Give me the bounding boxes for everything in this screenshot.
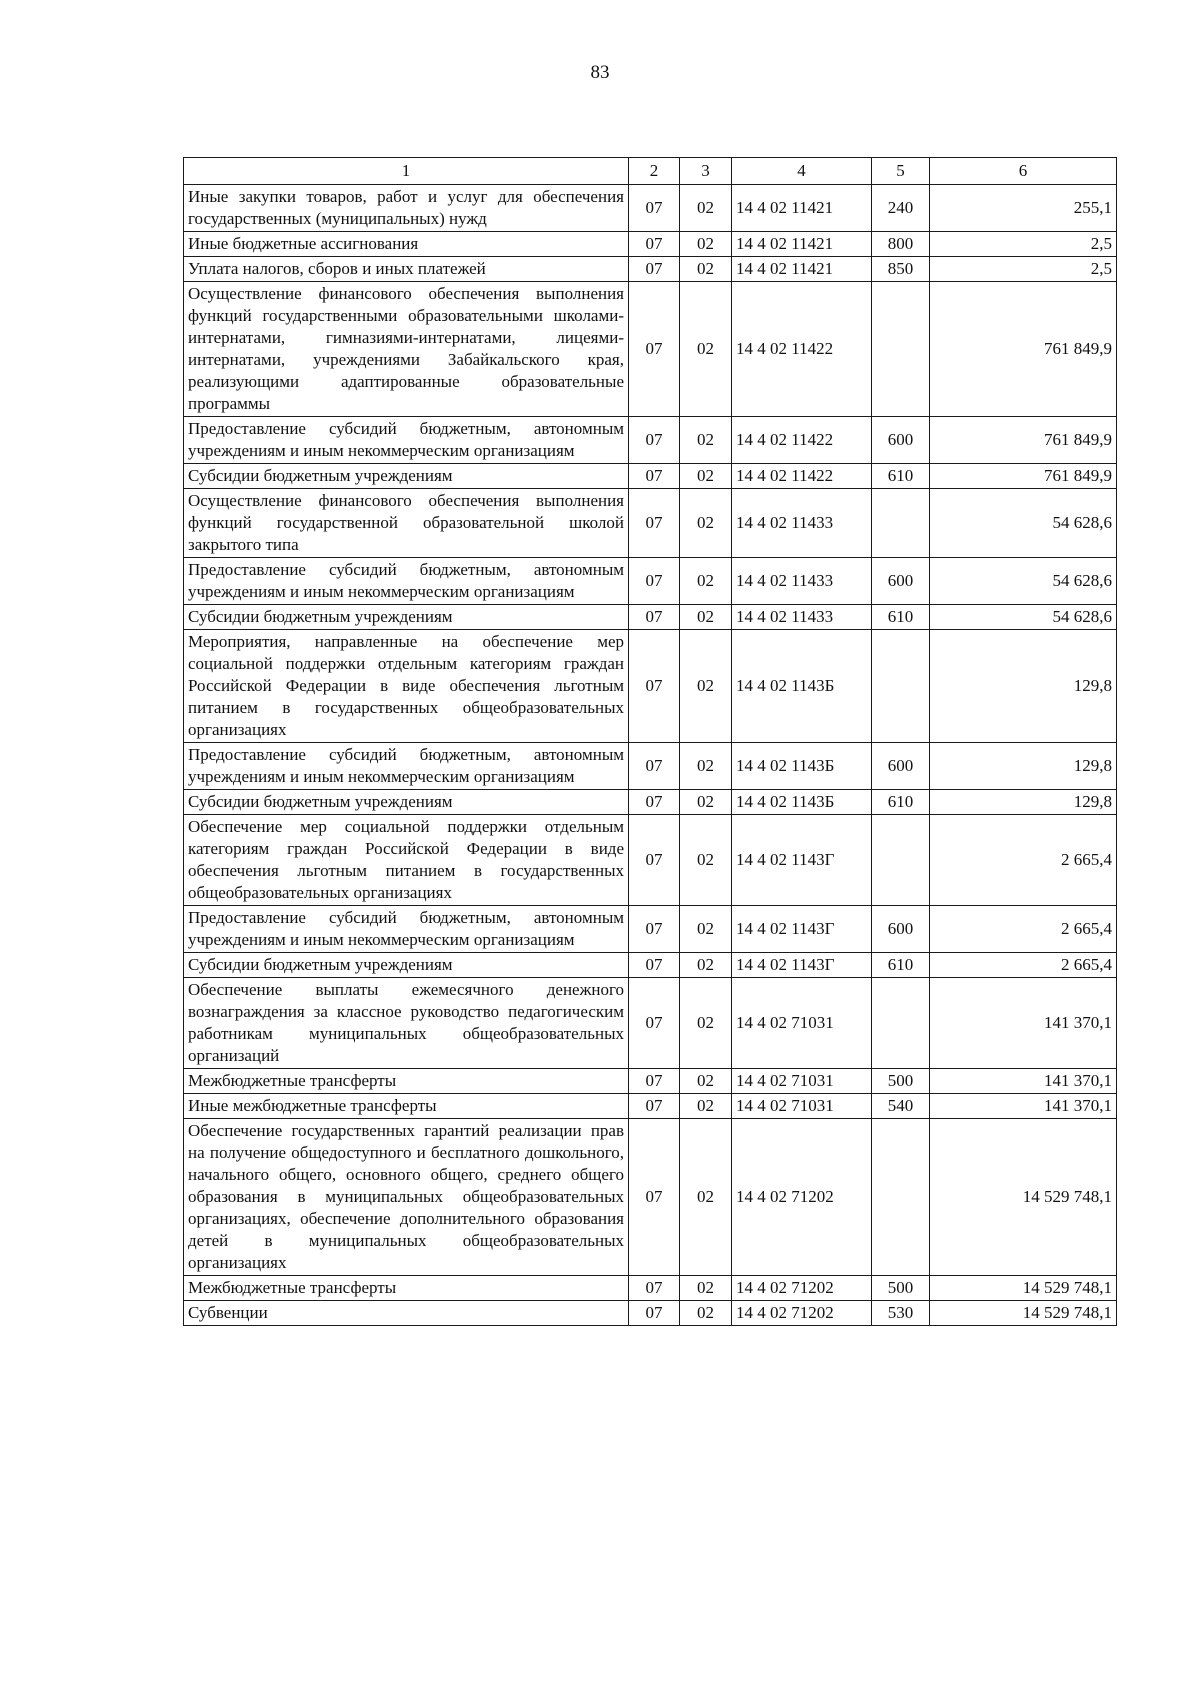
- table-row: [184, 1119, 1117, 1276]
- row-expense-type: 540: [872, 1094, 930, 1119]
- row-section: 07: [629, 1119, 680, 1276]
- table-row: [184, 1301, 1117, 1326]
- row-expense-type: [872, 815, 930, 906]
- row-amount: 2 665,4: [930, 953, 1117, 978]
- row-expense-type: 850: [872, 257, 930, 282]
- table-row: [184, 464, 1117, 489]
- row-amount: 14 529 748,1: [930, 1301, 1117, 1326]
- row-target-article: 14 4 02 11422: [732, 282, 872, 417]
- row-subsection: 02: [680, 1276, 732, 1301]
- table-row: [184, 257, 1117, 282]
- row-subsection: 02: [680, 417, 732, 464]
- row-target-article: 14 4 02 11433: [732, 605, 872, 630]
- row-target-article: 14 4 02 11433: [732, 558, 872, 605]
- row-amount: 129,8: [930, 743, 1117, 790]
- row-name: Межбюджетные трансферты: [184, 1069, 629, 1094]
- row-name: Субвенции: [184, 1301, 629, 1326]
- row-amount: 141 370,1: [930, 978, 1117, 1069]
- table-header: [184, 158, 1117, 185]
- row-target-article: 14 4 02 1143Г: [732, 906, 872, 953]
- row-target-article: 14 4 02 71202: [732, 1119, 872, 1276]
- row-amount: 54 628,6: [930, 605, 1117, 630]
- header-col-2: 2: [629, 158, 680, 185]
- row-target-article: 14 4 02 1143Г: [732, 953, 872, 978]
- row-expense-type: 610: [872, 464, 930, 489]
- row-subsection: 02: [680, 790, 732, 815]
- row-target-article: 14 4 02 71031: [732, 978, 872, 1069]
- row-expense-type: 600: [872, 558, 930, 605]
- header-col-4: 4: [732, 158, 872, 185]
- row-name: Иные закупки товаров, работ и услуг для обеспечения государственных (муниципальных) нужд: [184, 185, 629, 232]
- row-subsection: 02: [680, 558, 732, 605]
- row-expense-type: 500: [872, 1276, 930, 1301]
- row-section: 07: [629, 1301, 680, 1326]
- row-section: 07: [629, 232, 680, 257]
- header-row: [184, 158, 1117, 185]
- row-expense-type: 240: [872, 185, 930, 232]
- table-row: [184, 1276, 1117, 1301]
- table-body: [184, 185, 1117, 1326]
- row-amount: 54 628,6: [930, 489, 1117, 558]
- row-section: 07: [629, 257, 680, 282]
- row-section: 07: [629, 1276, 680, 1301]
- table-row: [184, 630, 1117, 743]
- row-expense-type: [872, 1119, 930, 1276]
- row-amount: 2 665,4: [930, 815, 1117, 906]
- row-subsection: 02: [680, 1119, 732, 1276]
- table-row: [184, 417, 1117, 464]
- row-target-article: 14 4 02 1143Б: [732, 630, 872, 743]
- row-amount: 141 370,1: [930, 1069, 1117, 1094]
- row-section: 07: [629, 630, 680, 743]
- row-name: Иные бюджетные ассигнования: [184, 232, 629, 257]
- row-target-article: 14 4 02 71202: [732, 1276, 872, 1301]
- table-row: [184, 978, 1117, 1069]
- row-amount: 2,5: [930, 257, 1117, 282]
- row-section: 07: [629, 185, 680, 232]
- table-row: [184, 743, 1117, 790]
- row-subsection: 02: [680, 464, 732, 489]
- row-subsection: 02: [680, 185, 732, 232]
- row-section: 07: [629, 489, 680, 558]
- row-section: 07: [629, 743, 680, 790]
- row-subsection: 02: [680, 282, 732, 417]
- row-section: 07: [629, 282, 680, 417]
- row-name: Уплата налогов, сборов и иных платежей: [184, 257, 629, 282]
- row-name: Мероприятия, направленные на обеспечение мер социальной поддержки отдельным категориям граждан Российской Федерации в виде обеспечения льготным питанием в государственных общеобразовательных организациях: [184, 630, 629, 743]
- row-expense-type: [872, 489, 930, 558]
- table-row: [184, 558, 1117, 605]
- row-expense-type: 610: [872, 790, 930, 815]
- row-amount: 141 370,1: [930, 1094, 1117, 1119]
- row-target-article: 14 4 02 71031: [732, 1069, 872, 1094]
- row-name: Осуществление финансового обеспечения выполнения функций государственными образовательными школами-интернатами, гимназиями-интернатами, лицеями-интернатами, учреждениями Забайкальского края, реализующими адаптированные образовательные программы: [184, 282, 629, 417]
- table-row: [184, 815, 1117, 906]
- row-amount: 14 529 748,1: [930, 1276, 1117, 1301]
- page-number: 83: [590, 62, 610, 83]
- row-target-article: 14 4 02 11433: [732, 489, 872, 558]
- row-name: Обеспечение мер социальной поддержки отдельным категориям граждан Российской Федерации в виде обеспечения льготным питанием в государственных общеобразовательных организациях: [184, 815, 629, 906]
- row-target-article: 14 4 02 11422: [732, 417, 872, 464]
- table-row: [184, 489, 1117, 558]
- table-row: [184, 282, 1117, 417]
- table-row: [184, 232, 1117, 257]
- row-section: 07: [629, 605, 680, 630]
- row-name: Межбюджетные трансферты: [184, 1276, 629, 1301]
- row-amount: 14 529 748,1: [930, 1119, 1117, 1276]
- row-name: Субсидии бюджетным учреждениям: [184, 790, 629, 815]
- row-section: 07: [629, 978, 680, 1069]
- row-amount: 2 665,4: [930, 906, 1117, 953]
- row-amount: 54 628,6: [930, 558, 1117, 605]
- row-expense-type: 610: [872, 605, 930, 630]
- row-name: Предоставление субсидий бюджетным, автономным учреждениям и иным некоммерческим организациям: [184, 417, 629, 464]
- row-target-article: 14 4 02 11421: [732, 257, 872, 282]
- row-subsection: 02: [680, 1069, 732, 1094]
- row-amount: 2,5: [930, 232, 1117, 257]
- table-row: [184, 1094, 1117, 1119]
- table-row: [184, 605, 1117, 630]
- row-subsection: 02: [680, 605, 732, 630]
- row-amount: 761 849,9: [930, 417, 1117, 464]
- row-section: 07: [629, 464, 680, 489]
- row-subsection: 02: [680, 953, 732, 978]
- header-col-1: 1: [184, 158, 629, 185]
- header-col-6: 6: [930, 158, 1117, 185]
- row-expense-type: 500: [872, 1069, 930, 1094]
- row-expense-type: 600: [872, 906, 930, 953]
- table-row: [184, 953, 1117, 978]
- row-subsection: 02: [680, 1094, 732, 1119]
- row-expense-type: 600: [872, 417, 930, 464]
- header-col-5: 5: [872, 158, 930, 185]
- row-name: Субсидии бюджетным учреждениям: [184, 605, 629, 630]
- table-row: [184, 906, 1117, 953]
- row-subsection: 02: [680, 815, 732, 906]
- row-name: Иные межбюджетные трансферты: [184, 1094, 629, 1119]
- table-row: [184, 790, 1117, 815]
- budget-table: [183, 157, 1117, 1326]
- row-expense-type: [872, 630, 930, 743]
- row-name: Предоставление субсидий бюджетным, автономным учреждениям и иным некоммерческим организациям: [184, 743, 629, 790]
- row-target-article: 14 4 02 71031: [732, 1094, 872, 1119]
- row-target-article: 14 4 02 1143Б: [732, 790, 872, 815]
- row-target-article: 14 4 02 11422: [732, 464, 872, 489]
- row-amount: 129,8: [930, 630, 1117, 743]
- row-name: Обеспечение выплаты ежемесячного денежного вознаграждения за классное руководство педагогическим работникам муниципальных общеобразовательных организаций: [184, 978, 629, 1069]
- row-target-article: 14 4 02 11421: [732, 232, 872, 257]
- header-col-3: 3: [680, 158, 732, 185]
- table-row: [184, 1069, 1117, 1094]
- row-section: 07: [629, 953, 680, 978]
- row-subsection: 02: [680, 1301, 732, 1326]
- row-name: Субсидии бюджетным учреждениям: [184, 953, 629, 978]
- row-amount: 761 849,9: [930, 282, 1117, 417]
- row-subsection: 02: [680, 743, 732, 790]
- row-section: 07: [629, 906, 680, 953]
- row-name: Предоставление субсидий бюджетным, автономным учреждениям и иным некоммерческим организациям: [184, 906, 629, 953]
- row-expense-type: [872, 978, 930, 1069]
- row-expense-type: 530: [872, 1301, 930, 1326]
- row-section: 07: [629, 417, 680, 464]
- row-target-article: 14 4 02 71202: [732, 1301, 872, 1326]
- row-name: Субсидии бюджетным учреждениям: [184, 464, 629, 489]
- row-subsection: 02: [680, 489, 732, 558]
- row-section: 07: [629, 558, 680, 605]
- row-section: 07: [629, 1069, 680, 1094]
- row-target-article: 14 4 02 1143Б: [732, 743, 872, 790]
- row-subsection: 02: [680, 257, 732, 282]
- row-amount: 761 849,9: [930, 464, 1117, 489]
- row-subsection: 02: [680, 978, 732, 1069]
- row-name: Осуществление финансового обеспечения выполнения функций государственной образовательной школой закрытого типа: [184, 489, 629, 558]
- row-subsection: 02: [680, 906, 732, 953]
- row-subsection: 02: [680, 630, 732, 743]
- row-amount: 255,1: [930, 185, 1117, 232]
- row-expense-type: 610: [872, 953, 930, 978]
- row-subsection: 02: [680, 232, 732, 257]
- row-name: Предоставление субсидий бюджетным, автономным учреждениям и иным некоммерческим организациям: [184, 558, 629, 605]
- table-row: [184, 185, 1117, 232]
- row-expense-type: 800: [872, 232, 930, 257]
- row-name: Обеспечение государственных гарантий реализации прав на получение общедоступного и бесплатного дошкольного, начального общего, основного общего, среднего общего образования в муниципальных общеобразовательных организациях, обеспечение дополнительного образования детей в муниципальных общеобразовательных организациях: [184, 1119, 629, 1276]
- row-expense-type: [872, 282, 930, 417]
- row-target-article: 14 4 02 1143Г: [732, 815, 872, 906]
- row-section: 07: [629, 1094, 680, 1119]
- row-section: 07: [629, 790, 680, 815]
- row-target-article: 14 4 02 11421: [732, 185, 872, 232]
- row-amount: 129,8: [930, 790, 1117, 815]
- row-expense-type: 600: [872, 743, 930, 790]
- row-section: 07: [629, 815, 680, 906]
